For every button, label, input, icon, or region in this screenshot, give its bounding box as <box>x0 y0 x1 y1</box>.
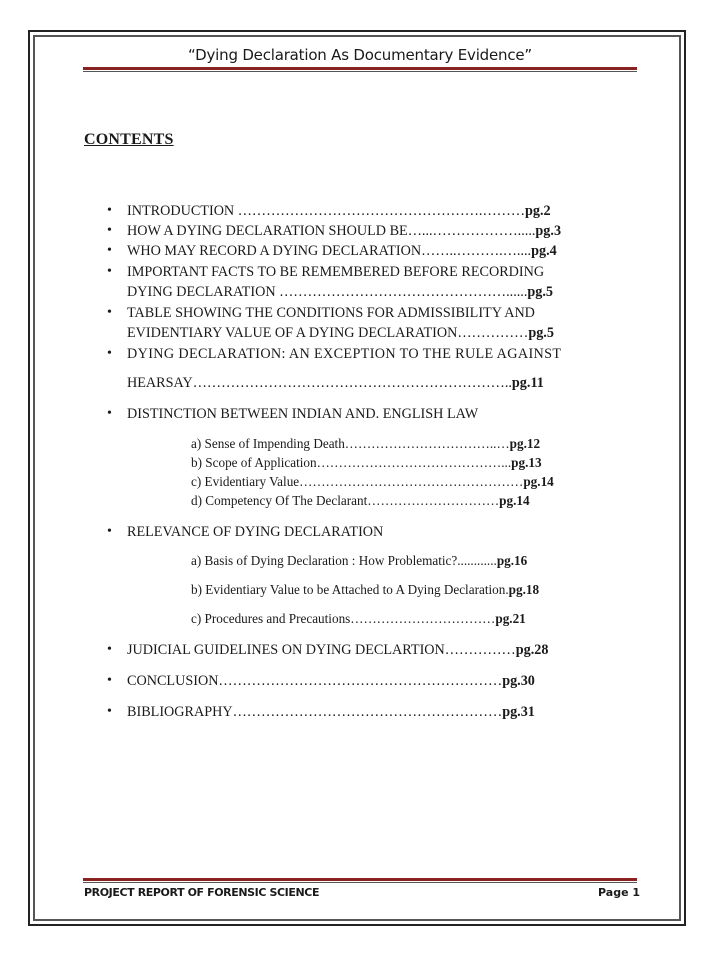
footer-page-number: Page 1 <box>598 886 641 899</box>
toc-entry-relevance[interactable]: • RELEVANCE OF DYING DECLARATION <box>107 524 384 540</box>
toc-entry-exception[interactable]: • DYING DECLARATION: AN EXCEPTION TO THE RULE AGAINST <box>107 346 562 362</box>
header-title: “Dying Declaration As Documentary Evidence” <box>188 46 532 64</box>
toc-entry-table-conditions[interactable]: • TABLE SHOWING THE CONDITIONS FOR ADMISSIBILITY AND <box>107 305 535 321</box>
bullet-icon: • <box>107 673 112 688</box>
toc-entry-who-record[interactable]: • WHO MAY RECORD A DYING DECLARATION……..……….…....pg.4 <box>107 243 557 259</box>
toc-entry-judicial[interactable]: • JUDICIAL GUIDELINES ON DYING DECLARTION……………pg.28 <box>107 642 549 658</box>
toc-entry-introduction[interactable]: • INTRODUCTION …………………………………………….………pg.2 <box>107 203 551 219</box>
toc-entry-how-record[interactable]: • HOW A DYING DECLARATION SHOULD BE…...……………….....pg.3 <box>107 223 562 239</box>
footer-project-title: PROJECT REPORT OF FORENSIC SCIENCE <box>84 886 320 899</box>
bullet-icon: • <box>107 524 112 539</box>
bullet-icon: • <box>107 264 112 279</box>
contents-heading: CONTENTS <box>84 131 174 148</box>
toc-subentry[interactable]: b) Scope of Application……………………………………...pg.13 <box>191 455 542 470</box>
toc-subentry[interactable]: c) Procedures and Precautions……………………………pg.21 <box>191 611 526 626</box>
toc-subentry[interactable]: a) Basis of Dying Declaration : How Problematic?............pg.16 <box>191 553 528 568</box>
bullet-icon: • <box>107 406 112 421</box>
toc-entry-table-conditions-line2[interactable]: EVIDENTIARY VALUE OF A DYING DECLARATION……………pg.5 <box>127 325 554 341</box>
toc-entry-exception-line2[interactable]: HEARSAY…………………………………………………………..pg.11 <box>127 375 544 391</box>
footer-rule <box>83 878 637 881</box>
toc-entry-important-facts[interactable]: • IMPORTANT FACTS TO BE REMEMBERED BEFORE RECORDING <box>107 264 545 280</box>
bullet-icon: • <box>107 203 112 218</box>
bullet-icon: • <box>107 305 112 320</box>
toc-entry-conclusion[interactable]: • CONCLUSION……………………………………………………pg.30 <box>107 673 535 689</box>
toc-subentry[interactable]: d) Competency Of The Declarant…………………………pg.14 <box>191 493 530 508</box>
bullet-icon: • <box>107 223 112 238</box>
toc-entry-bibliography[interactable]: • BIBLIOGRAPHY…………………………………………………pg.31 <box>107 704 535 720</box>
footer-rule-thin <box>83 882 637 883</box>
bullet-icon: • <box>107 346 113 361</box>
toc-subentry[interactable]: b) Evidentiary Value to be Attached to A Dying Declaration.pg.18 <box>191 582 540 597</box>
bullet-icon: • <box>107 704 112 719</box>
toc-subentry[interactable]: a) Sense of Impending Death……………………………..…pg.12 <box>191 436 541 451</box>
toc-subentry[interactable]: c) Evidentiary Value……………………………………………pg.14 <box>191 474 554 489</box>
toc-entry-important-facts-line2[interactable]: DYING DECLARATION …………………………………………......pg.5 <box>127 284 554 300</box>
toc-entry-distinction[interactable]: • DISTINCTION BETWEEN INDIAN AND. ENGLISH LAW <box>107 406 479 422</box>
bullet-icon: • <box>107 243 112 258</box>
bullet-icon: • <box>107 642 112 657</box>
